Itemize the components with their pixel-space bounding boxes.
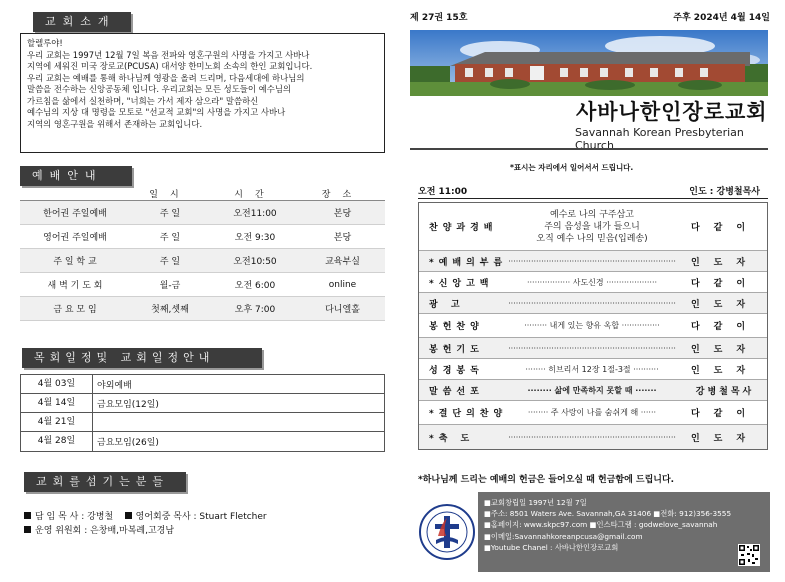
order-item-detail: ········ 삶에 만족하지 못할 때 ······· bbox=[527, 385, 657, 395]
hymn-line: 주의 음성을 내가 들으니 bbox=[544, 221, 640, 232]
issue-date: 주후 2024년 4월 14일 bbox=[673, 13, 770, 23]
order-divider bbox=[418, 198, 768, 199]
worship-header-row bbox=[20, 186, 385, 201]
order-item-name: 말씀선포 bbox=[429, 386, 484, 397]
pcusa-seal-icon bbox=[416, 492, 478, 572]
bullet-square-icon bbox=[24, 512, 31, 519]
table-row bbox=[419, 272, 767, 293]
worship-schedule-table bbox=[20, 186, 385, 321]
event-text: 금요모임(26일) bbox=[97, 438, 159, 448]
table-row bbox=[419, 425, 767, 449]
worship-time: 오전11:00 bbox=[233, 209, 277, 219]
worship-rows bbox=[20, 201, 385, 321]
order-item-name: 봉헌기도 bbox=[429, 344, 484, 355]
order-item-leader: 인도자 bbox=[690, 344, 760, 355]
table-row bbox=[419, 359, 767, 380]
table-row bbox=[20, 225, 385, 249]
order-item-leader: 인도자 bbox=[690, 365, 760, 376]
event-text: 야외예배 bbox=[97, 380, 132, 391]
table-row bbox=[419, 293, 767, 314]
order-item-detail: ········ 히브리서 12장 1절-3절 ·········· bbox=[525, 364, 659, 374]
order-item-name: *결단의찬양 bbox=[429, 409, 508, 419]
order-item-name: *예배의부름 bbox=[429, 257, 508, 268]
order-of-worship-table bbox=[418, 202, 768, 450]
event-date: 4월 28일 bbox=[21, 432, 93, 451]
table-row bbox=[20, 201, 385, 225]
worship-name: 금 요 모 임 bbox=[53, 305, 97, 315]
worship-place: online bbox=[328, 279, 357, 290]
order-item-detail: ········· 내게 있는 향유 옥합 ··············· bbox=[524, 321, 660, 330]
order-item-leader: 다같이 bbox=[690, 409, 760, 419]
table-row bbox=[20, 297, 385, 321]
order-item-name: *축 도 bbox=[429, 433, 475, 444]
worship-day: 주 일 bbox=[159, 257, 181, 267]
events-section-title: 목회일정및 교회일정안내 bbox=[22, 348, 262, 368]
worship-header-cell: 시간 bbox=[234, 189, 276, 200]
worship-day: 주 일 bbox=[159, 233, 181, 243]
intro-line: 지역의 영혼구원을 위해서 존재하는 교회입니다. bbox=[27, 118, 203, 129]
worship-section-title: 예배안내 bbox=[20, 166, 132, 186]
worship-time: 오전 6:00 bbox=[234, 281, 276, 291]
info-line: ■주소: 8501 Waters Ave. Savannah,GA 31406 ■전화: 912)356-3555 bbox=[484, 509, 732, 519]
issue-volume: 제 27권 15호 bbox=[410, 13, 468, 23]
order-item-name: 광 고 bbox=[429, 299, 465, 310]
worship-day: 첫째,셋째 bbox=[151, 305, 189, 315]
table-row bbox=[419, 338, 767, 359]
church-building-illustration bbox=[410, 30, 768, 96]
worship-header-cell: 장소 bbox=[321, 189, 364, 200]
servants-line bbox=[24, 510, 267, 524]
hymn-line: 예수로 나의 구주삼고 bbox=[550, 209, 634, 220]
order-item-detail: ·································································· bbox=[508, 343, 676, 353]
worship-time: 오후 7:00 bbox=[234, 305, 276, 315]
servants-line bbox=[24, 524, 267, 538]
worship-place: 교육부실 bbox=[325, 257, 360, 267]
servants-list bbox=[24, 510, 267, 538]
event-date: 4월 14일 bbox=[21, 394, 93, 412]
offering-note: *하나님께 드리는 예배의 헌금은 들어오실 때 헌금함에 드립니다. bbox=[418, 475, 675, 485]
worship-name: 영어권 주일예배 bbox=[43, 233, 107, 243]
intro-section-title: 교회소개 bbox=[33, 12, 131, 32]
order-item-detail: ········ 주 사랑이 나를 숨쉬게 해 ······ bbox=[527, 408, 657, 417]
english-pastor: 영어회중 목사 : Stuart Fletcher bbox=[135, 512, 267, 522]
order-item-detail bbox=[501, 209, 683, 245]
intro-line: 말씀을 전수하는 신앙공동체 입니다. 우리교회는 모든 성도들이 예수님의 bbox=[27, 84, 292, 94]
order-item-detail: ················· 사도신경 ···················· bbox=[526, 277, 658, 287]
worship-time: 오전 9:30 bbox=[234, 233, 276, 243]
intro-line: 지역에 세워진 미국 장로교(PCUSA) 대서양 한미노회 소속의 한인 교회입니다. bbox=[27, 61, 313, 71]
order-item-detail: ·································································· bbox=[508, 256, 676, 266]
intro-line: 예수님의 지상 대 명령을 모토로 "선교적 교회"의 사명을 가지고 사바나 bbox=[27, 107, 286, 117]
events-table bbox=[20, 374, 385, 452]
church-logo bbox=[416, 492, 478, 572]
worship-day: 주 일 bbox=[159, 209, 181, 219]
servants-section-title: 교회를섬기는분들 bbox=[24, 472, 186, 492]
service-leader: 인도 : 강병철목사 bbox=[689, 187, 760, 197]
table-row bbox=[21, 394, 384, 413]
table-row bbox=[21, 413, 384, 432]
worship-day: 월-금 bbox=[159, 281, 181, 291]
order-item-name: 성경봉독 bbox=[429, 365, 484, 376]
worship-place: 다니엘홀 bbox=[325, 305, 360, 315]
worship-place: 본당 bbox=[333, 233, 352, 243]
event-date: 4월 21일 bbox=[21, 413, 93, 431]
committee: 운영 위원회 : 은창배,마복례,고경남 bbox=[35, 526, 175, 536]
order-item-leader: 인도자 bbox=[690, 433, 760, 444]
table-row bbox=[21, 375, 384, 394]
order-item-leader: 인도자 bbox=[690, 299, 760, 310]
intro-line: 우리 교회는 1997년 12월 7일 복음 전파와 영혼구원의 사명을 가지고 사바나 bbox=[27, 49, 310, 60]
church-name-english: Savannah Korean Presbyterian Church bbox=[575, 126, 744, 152]
info-lines bbox=[484, 497, 731, 553]
order-item-leader: 다같이 bbox=[690, 322, 760, 332]
stand-note: *표시는 자리에서 일어서서 드립니다. bbox=[510, 163, 634, 172]
church-info-box bbox=[416, 492, 770, 572]
order-item-leader: 다같이 bbox=[690, 223, 760, 233]
table-row bbox=[21, 432, 384, 451]
table-row bbox=[419, 251, 767, 272]
info-line: ■Youtube Chanel : 사바나한인장로교회 bbox=[484, 542, 619, 552]
event-text: 금요모임(12일) bbox=[97, 399, 159, 410]
order-item-name: *신앙고백 bbox=[429, 278, 494, 289]
church-building-photo bbox=[410, 30, 768, 96]
table-row bbox=[419, 203, 767, 251]
order-item-name: 봉헌찬양 bbox=[429, 322, 484, 332]
order-item-leader: 강병철목사 bbox=[695, 386, 755, 397]
table-row bbox=[20, 249, 385, 273]
info-line: ■홈페이지: www.skpc97.com ■인스타그램 : godwelove_savannah bbox=[484, 520, 718, 530]
order-item-name: 찬양과경배 bbox=[429, 223, 498, 233]
intro-line: 우리 교회는 예배를 통해 하나님께 영광을 올려 드리며, 다음세대에 하나님의 bbox=[27, 72, 305, 83]
senior-pastor: 담 임 목 사 : 강병철 bbox=[35, 512, 114, 522]
worship-header-cell: 일시 bbox=[149, 189, 191, 200]
order-item-leader: 다같이 bbox=[690, 278, 760, 289]
intro-line: 할렐루야! bbox=[27, 38, 63, 48]
info-line: ■이메일:Savannahkoreanpcusa@gmail.com bbox=[484, 531, 643, 541]
worship-place: 본당 bbox=[333, 209, 352, 219]
table-row bbox=[419, 380, 767, 401]
order-item-leader: 인도자 bbox=[690, 257, 760, 268]
order-item-detail: ·································································· bbox=[508, 298, 676, 308]
event-date: 4월 03일 bbox=[21, 375, 93, 393]
bullet-square-icon bbox=[24, 526, 31, 533]
qr-code-icon bbox=[738, 544, 760, 566]
header-divider bbox=[410, 148, 768, 150]
table-row bbox=[20, 273, 385, 297]
bullet-square-icon bbox=[125, 512, 132, 519]
intro-box bbox=[20, 33, 385, 153]
intro-line: 가르침을 삶에서 실천하며, "너희는 가서 제자 삼으라" 말씀하신 bbox=[27, 95, 259, 106]
church-name-korean: 사바나한인장로교회 bbox=[576, 100, 768, 124]
hymn-line: 오직 예수 나의 믿음(입례송) bbox=[536, 233, 648, 244]
info-line: ■교회창립일 1997년 12월 7일 bbox=[484, 498, 587, 507]
table-row bbox=[419, 401, 767, 425]
order-item-detail: ·································································· bbox=[508, 432, 676, 442]
table-row bbox=[419, 314, 767, 338]
worship-time: 오전10:50 bbox=[233, 257, 277, 267]
worship-name: 주 일 학 교 bbox=[53, 257, 97, 267]
service-time: 오전 11:00 bbox=[418, 187, 468, 197]
worship-name: 한어권 주일예배 bbox=[43, 209, 107, 219]
worship-name: 새 벽 기 도 회 bbox=[47, 281, 103, 291]
